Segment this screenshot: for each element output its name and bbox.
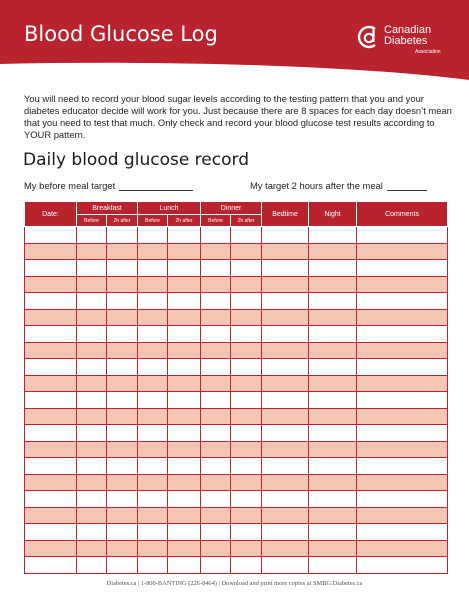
cell-comments[interactable]	[357, 309, 448, 326]
cell-night[interactable]	[309, 425, 357, 442]
cell-lunch-after[interactable]	[168, 326, 201, 343]
cell-dinner-after[interactable]	[231, 227, 262, 244]
cell-breakfast-before[interactable]	[77, 540, 107, 557]
table-row	[25, 309, 448, 326]
table-row	[25, 375, 448, 392]
cell-lunch-before[interactable]	[138, 276, 168, 293]
cell-dinner-after[interactable]	[231, 375, 262, 392]
cell-night[interactable]	[309, 507, 357, 524]
cell-lunch-after[interactable]	[168, 359, 201, 376]
cell-dinner-before[interactable]	[201, 458, 231, 475]
table-row	[25, 342, 448, 359]
cell-lunch-after[interactable]	[168, 441, 201, 458]
cell-lunch-before[interactable]	[138, 375, 168, 392]
cell-lunch-after[interactable]	[168, 524, 201, 541]
cell-breakfast-before[interactable]	[77, 507, 107, 524]
col-comments: Comments	[357, 202, 448, 227]
cell-night[interactable]	[309, 524, 357, 541]
cell-bedtime[interactable]	[262, 309, 309, 326]
cell-date[interactable]	[25, 309, 77, 326]
glucose-log-table	[24, 201, 448, 574]
cell-dinner-after[interactable]	[231, 507, 262, 524]
cell-night[interactable]	[309, 540, 357, 557]
after-meal-target	[250, 180, 427, 191]
cell-night[interactable]	[309, 243, 357, 260]
table-row	[25, 326, 448, 343]
cell-bedtime[interactable]	[262, 293, 309, 310]
cell-comments[interactable]	[357, 375, 448, 392]
cell-dinner-before[interactable]	[201, 491, 231, 508]
cell-lunch-before[interactable]	[138, 227, 168, 244]
cell-comments[interactable]	[357, 293, 448, 310]
cell-comments[interactable]	[357, 227, 448, 244]
cell-breakfast-before[interactable]	[77, 342, 107, 359]
cell-breakfast-before[interactable]	[77, 243, 107, 260]
cell-dinner-after[interactable]	[231, 243, 262, 260]
cell-dinner-before[interactable]	[201, 540, 231, 557]
cell-date[interactable]	[25, 359, 77, 376]
cell-lunch-after[interactable]	[168, 392, 201, 409]
cell-breakfast-before[interactable]	[77, 491, 107, 508]
cell-night[interactable]	[309, 293, 357, 310]
col-dinner-after: 2h after	[231, 215, 262, 227]
cell-breakfast-before[interactable]	[77, 227, 107, 244]
cell-date[interactable]	[25, 524, 77, 541]
cell-dinner-before[interactable]	[201, 474, 231, 491]
cell-dinner-before[interactable]	[201, 507, 231, 524]
cell-bedtime[interactable]	[262, 243, 309, 260]
cell-lunch-after[interactable]	[168, 260, 201, 277]
cda-logo	[357, 24, 457, 60]
cell-breakfast-after[interactable]	[107, 243, 138, 260]
cell-breakfast-after[interactable]	[107, 425, 138, 442]
table-row	[25, 425, 448, 442]
cell-comments[interactable]	[357, 342, 448, 359]
after-meal-target-field[interactable]	[387, 190, 427, 191]
cell-lunch-before[interactable]	[138, 359, 168, 376]
cell-lunch-after[interactable]	[168, 458, 201, 475]
cell-date[interactable]	[25, 474, 77, 491]
cell-lunch-after[interactable]	[168, 309, 201, 326]
cell-date[interactable]	[25, 507, 77, 524]
cell-dinner-before[interactable]	[201, 227, 231, 244]
cell-night[interactable]	[309, 326, 357, 343]
col-night: Night	[309, 202, 357, 227]
cell-breakfast-after[interactable]	[107, 540, 138, 557]
cell-breakfast-before[interactable]	[77, 293, 107, 310]
cell-breakfast-after[interactable]	[107, 557, 138, 574]
cell-night[interactable]	[309, 557, 357, 574]
cell-lunch-before[interactable]	[138, 441, 168, 458]
cell-breakfast-after[interactable]	[107, 359, 138, 376]
cell-lunch-before[interactable]	[138, 540, 168, 557]
cell-breakfast-after[interactable]	[107, 441, 138, 458]
cell-dinner-after[interactable]	[231, 326, 262, 343]
cell-lunch-after[interactable]	[168, 293, 201, 310]
cell-night[interactable]	[309, 375, 357, 392]
cell-breakfast-before[interactable]	[77, 359, 107, 376]
cell-dinner-after[interactable]	[231, 309, 262, 326]
table-row	[25, 441, 448, 458]
cell-breakfast-after[interactable]	[107, 326, 138, 343]
cell-lunch-after[interactable]	[168, 491, 201, 508]
cell-night[interactable]	[309, 491, 357, 508]
cell-bedtime[interactable]	[262, 557, 309, 574]
cell-breakfast-after[interactable]	[107, 309, 138, 326]
col-date: Date:	[25, 202, 77, 227]
cell-lunch-after[interactable]	[168, 507, 201, 524]
cell-bedtime[interactable]	[262, 342, 309, 359]
cell-date[interactable]	[25, 375, 77, 392]
cell-bedtime[interactable]	[262, 326, 309, 343]
cell-breakfast-before[interactable]	[77, 375, 107, 392]
cell-dinner-after[interactable]	[231, 474, 262, 491]
cell-comments[interactable]	[357, 557, 448, 574]
cell-night[interactable]	[309, 342, 357, 359]
cell-breakfast-after[interactable]	[107, 276, 138, 293]
cell-comments[interactable]	[357, 276, 448, 293]
cell-night[interactable]	[309, 276, 357, 293]
cell-comments[interactable]	[357, 425, 448, 442]
cell-comments[interactable]	[357, 408, 448, 425]
cell-date[interactable]	[25, 326, 77, 343]
logo-text-line-1: Canadian	[384, 24, 432, 36]
cell-breakfast-before[interactable]	[77, 408, 107, 425]
cell-lunch-before[interactable]	[138, 392, 168, 409]
cell-bedtime[interactable]	[262, 375, 309, 392]
cell-dinner-after[interactable]	[231, 425, 262, 442]
cell-dinner-after[interactable]	[231, 260, 262, 277]
cell-night[interactable]	[309, 392, 357, 409]
cell-breakfast-before[interactable]	[77, 524, 107, 541]
cell-lunch-before[interactable]	[138, 491, 168, 508]
cell-lunch-after[interactable]	[168, 408, 201, 425]
log-table-body	[25, 227, 448, 574]
table-row	[25, 293, 448, 310]
cell-bedtime[interactable]	[262, 458, 309, 475]
cell-breakfast-before[interactable]	[77, 557, 107, 574]
table-row	[25, 276, 448, 293]
cell-comments[interactable]	[357, 359, 448, 376]
cell-breakfast-before[interactable]	[77, 458, 107, 475]
cell-breakfast-after[interactable]	[107, 392, 138, 409]
cell-dinner-after[interactable]	[231, 491, 262, 508]
cell-lunch-before[interactable]	[138, 408, 168, 425]
cell-dinner-after[interactable]	[231, 524, 262, 541]
section-title: Daily blood glucose record	[23, 150, 249, 170]
cell-date[interactable]	[25, 276, 77, 293]
intro-paragraph: You will need to record your blood sugar levels according to the testing pattern that you and your diabetes educator decide will work for you. Just because there are 8 spaces for each day doesn’t mean that you need to test that much. Only check and record your blood glucose test results according to YOUR pattern.	[24, 93, 452, 140]
cell-lunch-after[interactable]	[168, 540, 201, 557]
cell-lunch-after[interactable]	[168, 342, 201, 359]
col-breakfast-after: 2h after	[107, 215, 138, 227]
table-row	[25, 540, 448, 557]
cell-breakfast-after[interactable]	[107, 524, 138, 541]
cell-date[interactable]	[25, 441, 77, 458]
cell-breakfast-after[interactable]	[107, 342, 138, 359]
cell-lunch-after[interactable]	[168, 375, 201, 392]
cell-bedtime[interactable]	[262, 392, 309, 409]
cell-lunch-after[interactable]	[168, 243, 201, 260]
before-meal-target-field[interactable]	[119, 190, 193, 191]
cell-comments[interactable]	[357, 260, 448, 277]
cell-dinner-after[interactable]	[231, 408, 262, 425]
col-dinner: Dinner	[201, 202, 262, 215]
cell-date[interactable]	[25, 408, 77, 425]
cell-bedtime[interactable]	[262, 227, 309, 244]
cell-lunch-before[interactable]	[138, 260, 168, 277]
after-meal-target-label: My target 2 hours after the meal	[250, 180, 383, 191]
cell-breakfast-after[interactable]	[107, 408, 138, 425]
cell-date[interactable]	[25, 540, 77, 557]
cell-dinner-before[interactable]	[201, 408, 231, 425]
table-row	[25, 260, 448, 277]
cell-date[interactable]	[25, 243, 77, 260]
cell-dinner-before[interactable]	[201, 441, 231, 458]
col-dinner-before: Before	[201, 215, 231, 227]
cell-lunch-before[interactable]	[138, 342, 168, 359]
cell-comments[interactable]	[357, 441, 448, 458]
cell-bedtime[interactable]	[262, 474, 309, 491]
col-lunch-after: 2h after	[168, 215, 201, 227]
cell-night[interactable]	[309, 309, 357, 326]
cell-breakfast-before[interactable]	[77, 309, 107, 326]
cell-lunch-before[interactable]	[138, 507, 168, 524]
cell-bedtime[interactable]	[262, 491, 309, 508]
table-row	[25, 557, 448, 574]
cell-bedtime[interactable]	[262, 260, 309, 277]
cell-breakfast-after[interactable]	[107, 458, 138, 475]
table-row	[25, 491, 448, 508]
cell-dinner-before[interactable]	[201, 276, 231, 293]
cell-dinner-after[interactable]	[231, 392, 262, 409]
table-row	[25, 243, 448, 260]
cell-breakfast-after[interactable]	[107, 293, 138, 310]
cell-lunch-before[interactable]	[138, 524, 168, 541]
cell-date[interactable]	[25, 425, 77, 442]
cell-lunch-after[interactable]	[168, 276, 201, 293]
cell-dinner-after[interactable]	[231, 441, 262, 458]
cell-breakfast-after[interactable]	[107, 491, 138, 508]
cell-breakfast-before[interactable]	[77, 276, 107, 293]
col-bedtime: Bedtime	[262, 202, 309, 227]
cell-comments[interactable]	[357, 326, 448, 343]
cell-breakfast-after[interactable]	[107, 375, 138, 392]
cell-dinner-after[interactable]	[231, 342, 262, 359]
cell-night[interactable]	[309, 227, 357, 244]
col-lunch: Lunch	[138, 202, 201, 215]
cell-bedtime[interactable]	[262, 425, 309, 442]
logo-text-line-3: Association	[415, 49, 441, 55]
cell-breakfast-before[interactable]	[77, 392, 107, 409]
cell-lunch-after[interactable]	[168, 425, 201, 442]
cell-comments[interactable]	[357, 243, 448, 260]
cell-night[interactable]	[309, 408, 357, 425]
logo-text-line-2: Diabetes	[384, 35, 428, 47]
cell-date[interactable]	[25, 227, 77, 244]
cell-night[interactable]	[309, 474, 357, 491]
cell-dinner-before[interactable]	[201, 243, 231, 260]
cell-comments[interactable]	[357, 458, 448, 475]
cell-night[interactable]	[309, 359, 357, 376]
table-row	[25, 507, 448, 524]
footer-text: Diabetes.ca | 1-800-BANTING (226-8464) | Download and print more copies at SMBG.Diabetes.ca	[106, 580, 363, 587]
cell-date[interactable]	[25, 491, 77, 508]
cell-lunch-before[interactable]	[138, 293, 168, 310]
cell-bedtime[interactable]	[262, 408, 309, 425]
cell-lunch-before[interactable]	[138, 474, 168, 491]
cell-dinner-before[interactable]	[201, 425, 231, 442]
cell-breakfast-before[interactable]	[77, 425, 107, 442]
cell-comments[interactable]	[357, 524, 448, 541]
before-meal-target-label: My before meal target	[24, 180, 116, 191]
cell-comments[interactable]	[357, 474, 448, 491]
table-row	[25, 474, 448, 491]
cell-lunch-before[interactable]	[138, 326, 168, 343]
cell-breakfast-after[interactable]	[107, 507, 138, 524]
cell-dinner-before[interactable]	[201, 359, 231, 376]
cell-lunch-after[interactable]	[168, 474, 201, 491]
cell-comments[interactable]	[357, 491, 448, 508]
page-title: Blood Glucose Log	[24, 22, 218, 46]
cell-dinner-before[interactable]	[201, 375, 231, 392]
cell-breakfast-after[interactable]	[107, 260, 138, 277]
cell-bedtime[interactable]	[262, 507, 309, 524]
cell-dinner-after[interactable]	[231, 293, 262, 310]
cell-dinner-before[interactable]	[201, 293, 231, 310]
cell-dinner-before[interactable]	[201, 392, 231, 409]
cell-breakfast-before[interactable]	[77, 441, 107, 458]
cell-lunch-after[interactable]	[168, 227, 201, 244]
cell-lunch-before[interactable]	[138, 557, 168, 574]
cell-lunch-before[interactable]	[138, 309, 168, 326]
cell-bedtime[interactable]	[262, 524, 309, 541]
cell-comments[interactable]	[357, 540, 448, 557]
cell-night[interactable]	[309, 441, 357, 458]
cell-bedtime[interactable]	[262, 441, 309, 458]
cell-date[interactable]	[25, 392, 77, 409]
table-row	[25, 524, 448, 541]
cell-dinner-after[interactable]	[231, 458, 262, 475]
cell-dinner-before[interactable]	[201, 260, 231, 277]
cell-date[interactable]	[25, 293, 77, 310]
col-breakfast-before: Before	[77, 215, 107, 227]
cell-night[interactable]	[309, 260, 357, 277]
col-lunch-before: Before	[138, 215, 168, 227]
cell-bedtime[interactable]	[262, 276, 309, 293]
table-row	[25, 359, 448, 376]
cell-dinner-before[interactable]	[201, 342, 231, 359]
table-row	[25, 458, 448, 475]
cell-dinner-after[interactable]	[231, 359, 262, 376]
cell-lunch-before[interactable]	[138, 425, 168, 442]
cell-dinner-before[interactable]	[201, 557, 231, 574]
cell-dinner-after[interactable]	[231, 540, 262, 557]
cell-date[interactable]	[25, 342, 77, 359]
cell-date[interactable]	[25, 557, 77, 574]
before-meal-target	[24, 180, 193, 191]
cell-breakfast-before[interactable]	[77, 326, 107, 343]
table-row	[25, 227, 448, 244]
cell-dinner-before[interactable]	[201, 326, 231, 343]
col-breakfast: Breakfast	[77, 202, 138, 215]
cell-bedtime[interactable]	[262, 359, 309, 376]
table-row	[25, 408, 448, 425]
cell-breakfast-before[interactable]	[77, 260, 107, 277]
cell-bedtime[interactable]	[262, 540, 309, 557]
cell-date[interactable]	[25, 260, 77, 277]
cell-comments[interactable]	[357, 507, 448, 524]
cell-dinner-before[interactable]	[201, 524, 231, 541]
cell-date[interactable]	[25, 458, 77, 475]
cell-lunch-after[interactable]	[168, 557, 201, 574]
cell-night[interactable]	[309, 458, 357, 475]
cell-dinner-before[interactable]	[201, 309, 231, 326]
cell-comments[interactable]	[357, 392, 448, 409]
cell-lunch-before[interactable]	[138, 458, 168, 475]
cell-breakfast-before[interactable]	[77, 474, 107, 491]
cell-breakfast-after[interactable]	[107, 227, 138, 244]
cell-lunch-before[interactable]	[138, 243, 168, 260]
cell-dinner-after[interactable]	[231, 276, 262, 293]
cell-dinner-after[interactable]	[231, 557, 262, 574]
cell-breakfast-after[interactable]	[107, 474, 138, 491]
cda-logo-icon	[357, 25, 381, 49]
table-row	[25, 392, 448, 409]
